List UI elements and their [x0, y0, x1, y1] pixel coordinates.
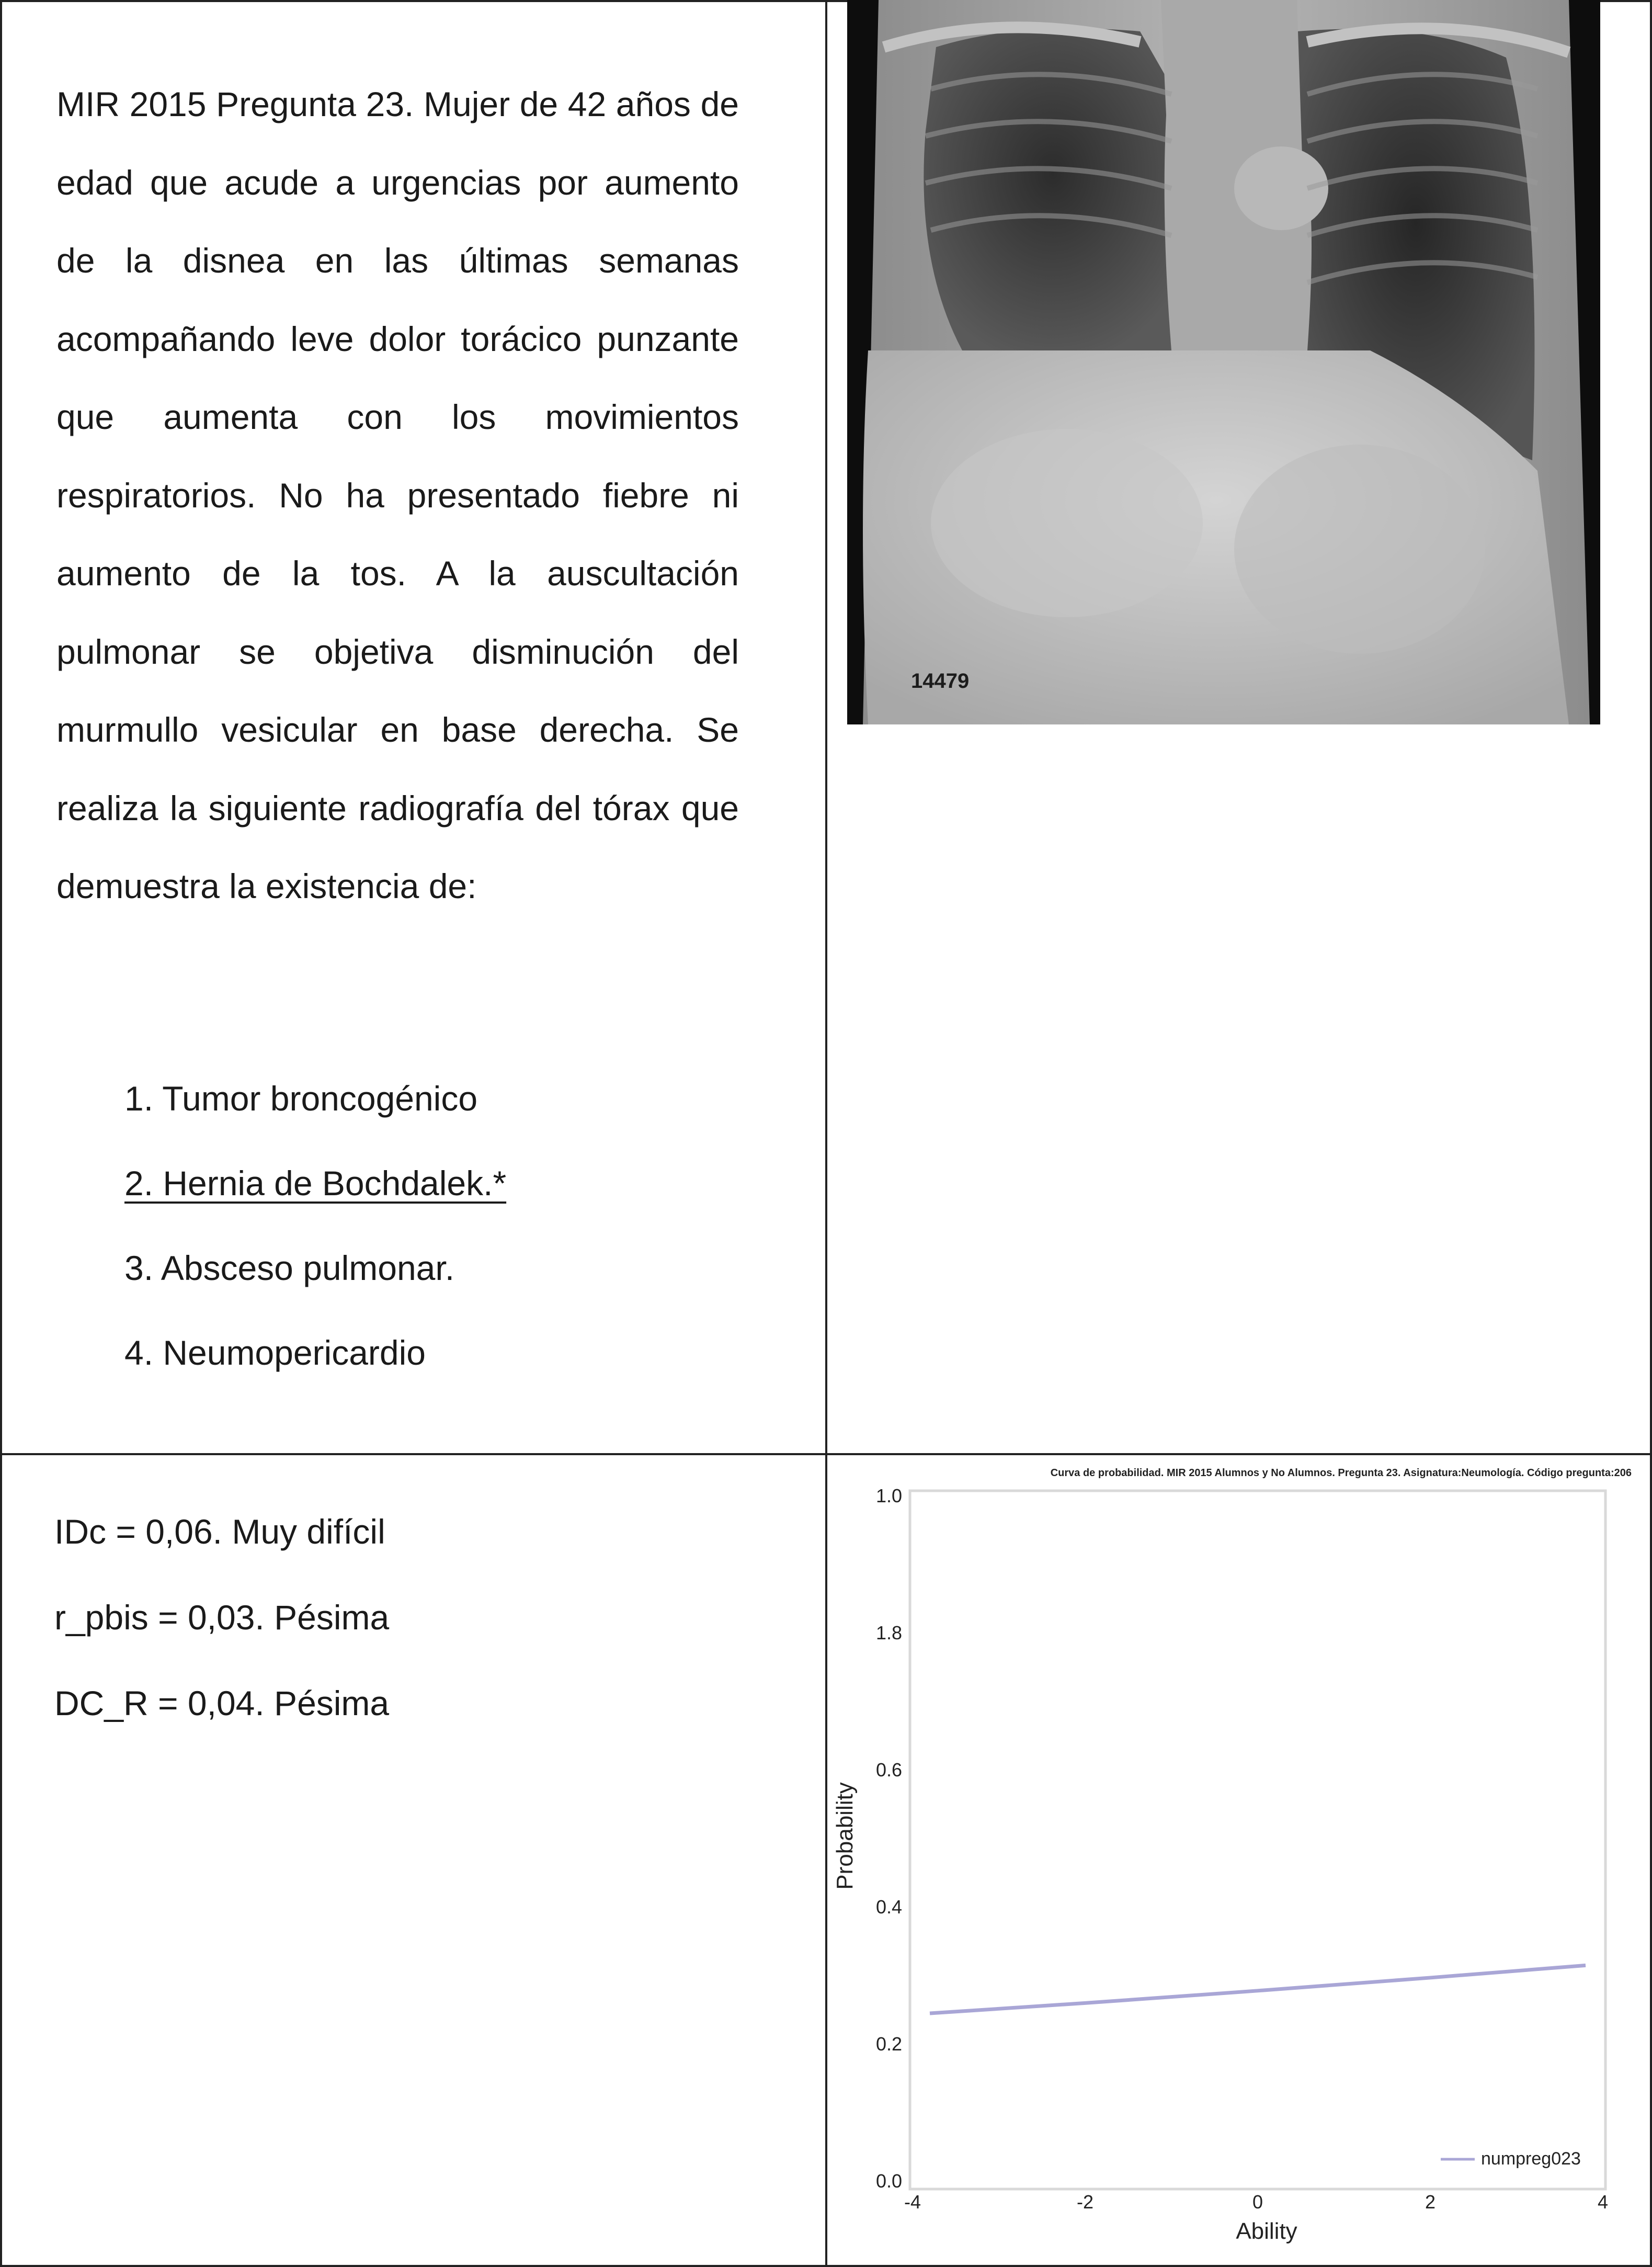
answer-options: [124, 1078, 752, 1416]
column-divider: [825, 0, 827, 2267]
stat-rpbis: r_pbis = 0,03. Pésima: [54, 1598, 390, 1637]
option-2-correct: 2. Hernia de Bochdalek.*: [124, 1164, 507, 1203]
y-axis-label: Probability: [832, 1782, 858, 1890]
x-tick-label: -2: [1076, 2191, 1094, 2213]
question-text: MIR 2015 Pregunta 23. Mujer de 42 años de edad que acude a urgencias por aumento de la disnea en las últimas semanas acompañando leve dolor torácico punzante que aumenta con los movimientos respiratorios. No ha presentado fiebre ni aumento de la tos. A la auscultación pulmonar se objetiva disminución del murmullo vesicular en base derecha. Se realiza la siguiente radiografía del tórax que demuestra la existencia de:: [56, 85, 739, 905]
y-tick-label: 0.0: [875, 2170, 902, 2192]
x-tick-label: -4: [904, 2191, 921, 2213]
xray-id-label: 14479: [911, 670, 970, 693]
y-tick-label: 1.8: [875, 1622, 902, 1643]
legend-label: numpreg023: [1481, 2149, 1581, 2169]
x-tick-label: 0: [1252, 2191, 1263, 2213]
x-tick-label: 4: [1597, 2191, 1609, 2213]
chart-svg: [831, 1459, 1647, 2265]
series-line-numpreg023: [930, 1965, 1586, 2013]
y-tick-label: 0.2: [875, 2033, 902, 2055]
chest-xray-image: [847, 0, 1600, 724]
x-axis-label: Ability: [1236, 2218, 1297, 2244]
option-1: 1. Tumor broncogénico: [124, 1079, 478, 1118]
x-tick-label: 2: [1425, 2191, 1436, 2213]
stat-dcr: DC_R = 0,04. Pésima: [54, 1684, 390, 1722]
plot-frame: [910, 1491, 1605, 2189]
item-statistics: [54, 1511, 389, 1768]
option-3: 3. Absceso pulmonar.: [124, 1249, 455, 1287]
y-tick-label: 0.4: [875, 1896, 902, 1918]
probability-chart: [831, 1459, 1647, 2265]
option-4: 4. Neumopericardio: [124, 1333, 426, 1372]
chart-legend: [1441, 2149, 1581, 2169]
stat-idc: IDc = 0,06. Muy difícil: [54, 1512, 385, 1551]
y-tick-label: 0.6: [875, 1759, 902, 1781]
row-divider: [0, 1453, 1652, 1455]
y-tick-label: 1.0: [875, 1485, 902, 1506]
chart-title: Curva de probabilidad. MIR 2015 Alumnos y No Alumnos. Pregunta 23. Asignatura:Neumología. Código pregunta:206: [1050, 1467, 1632, 1479]
